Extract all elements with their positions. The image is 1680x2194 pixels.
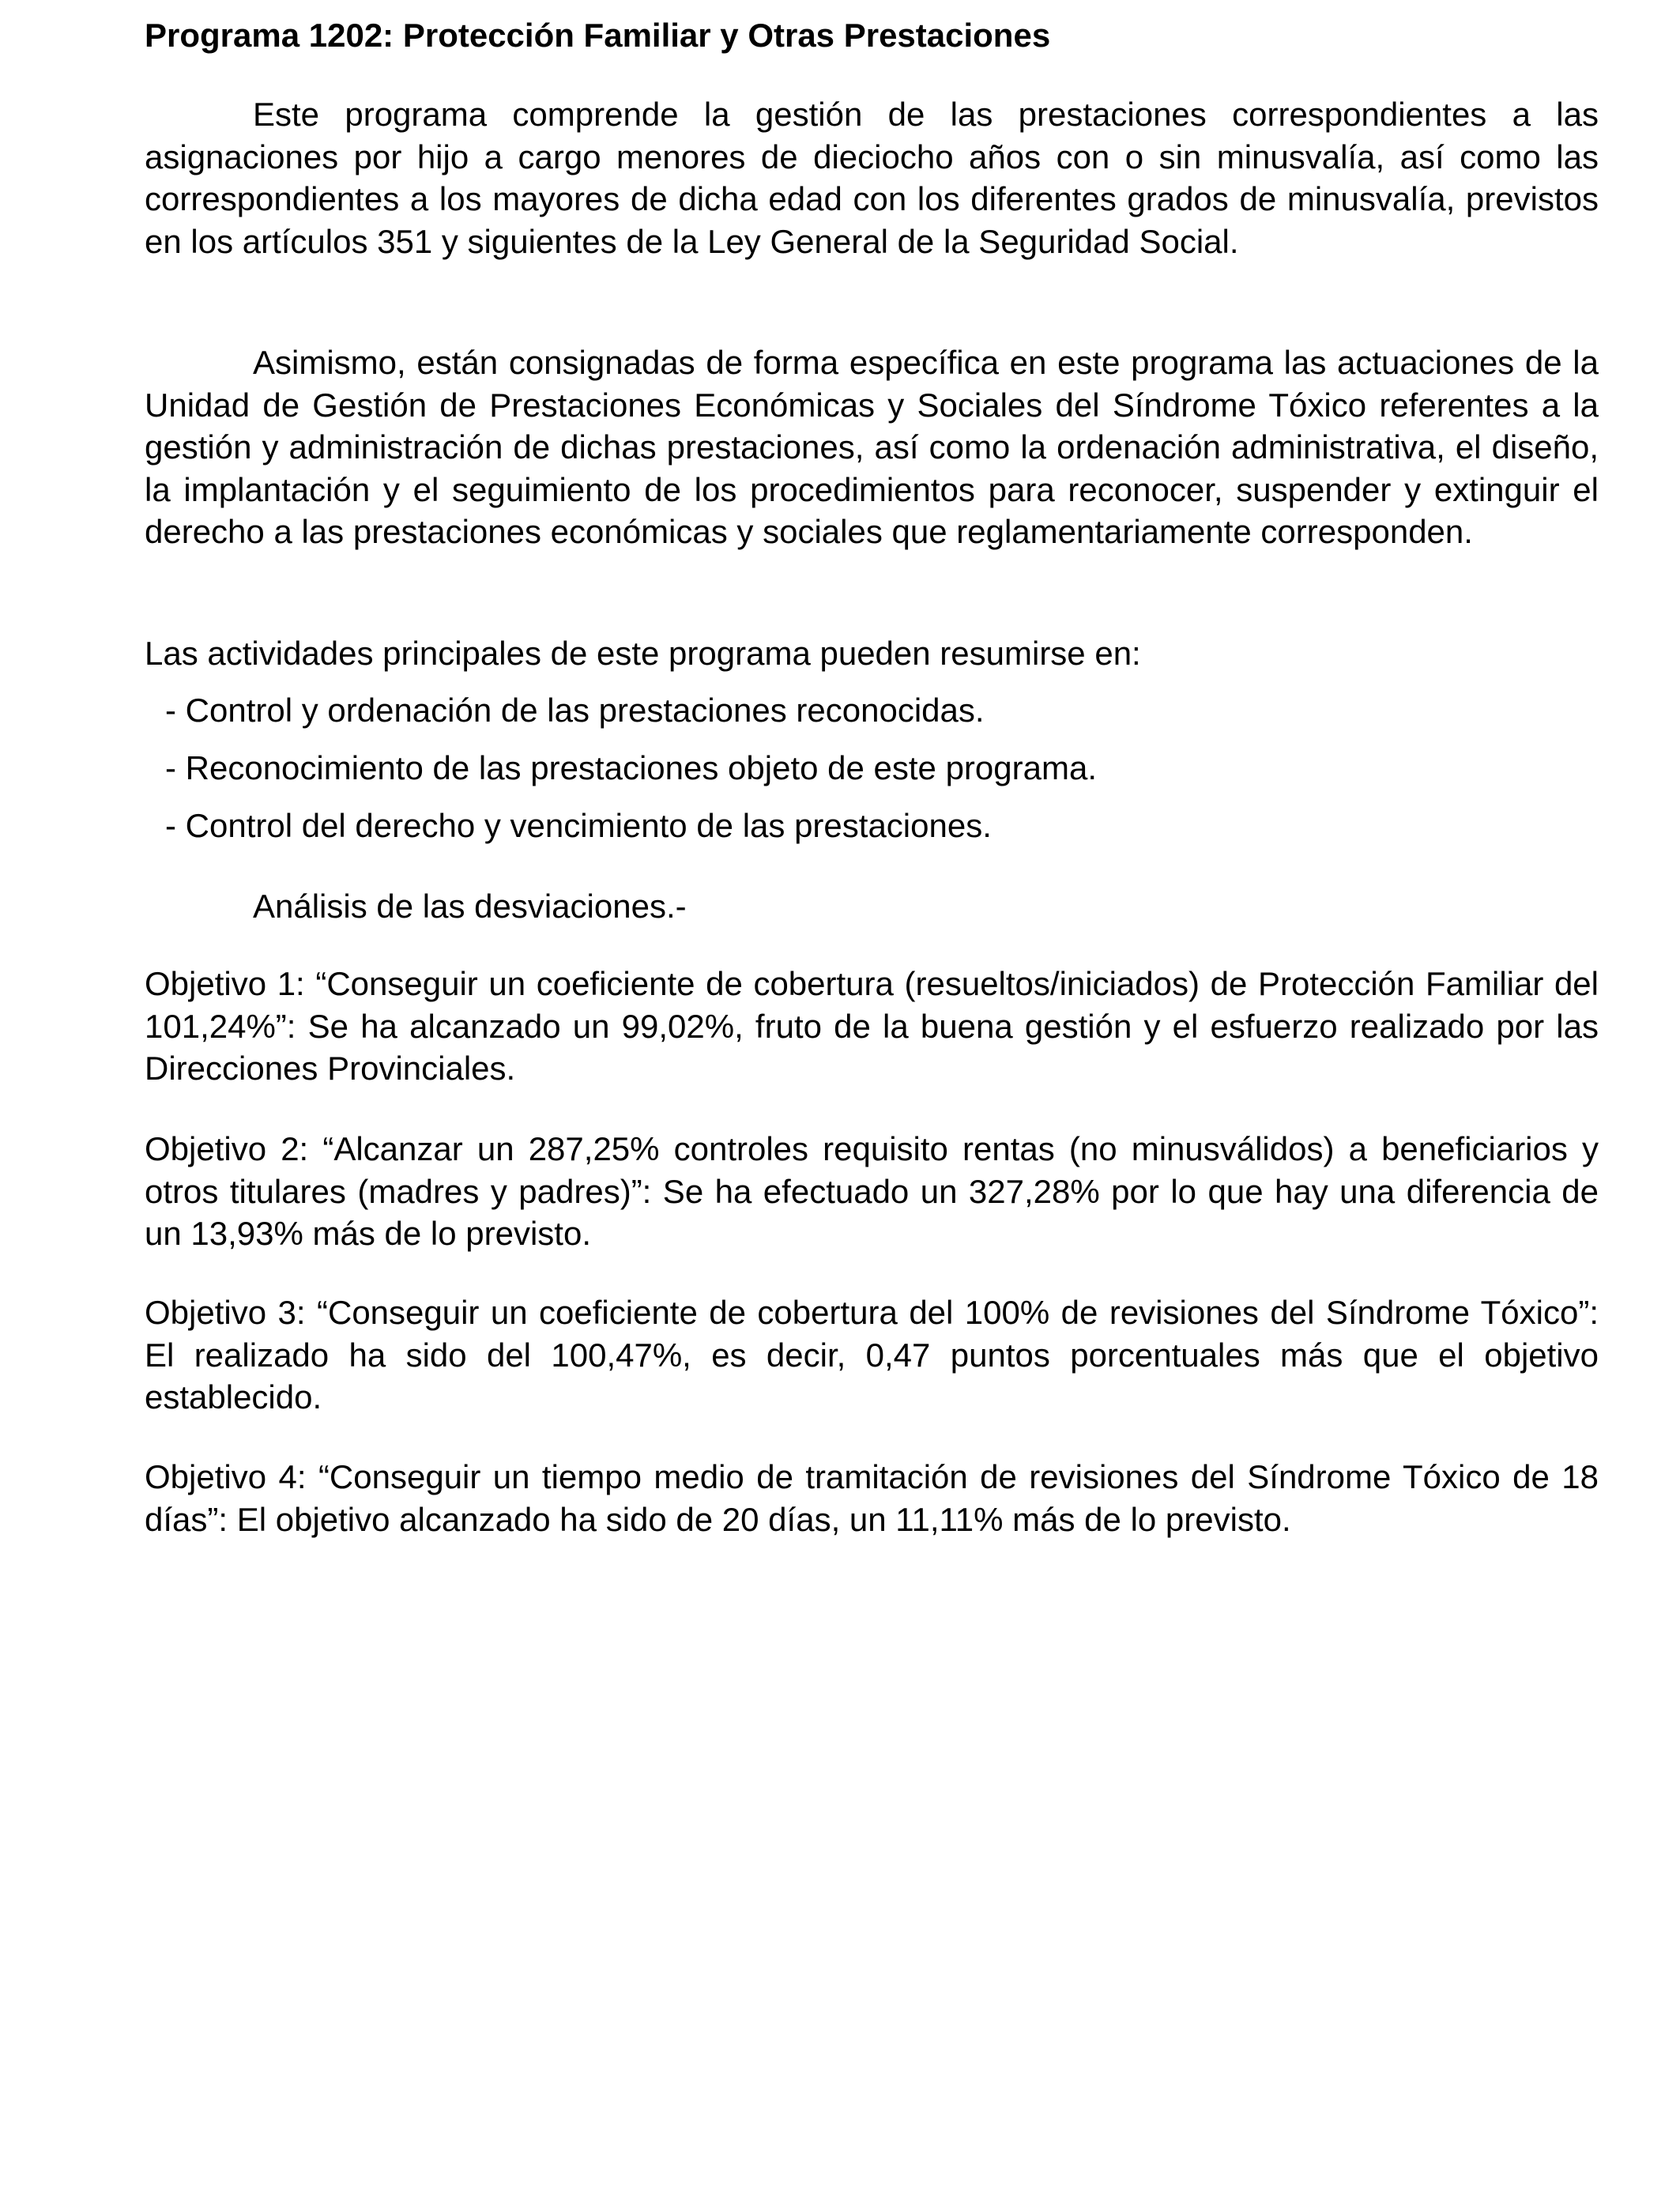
- objective-paragraph: Objetivo 3: “Conseguir un coeficiente de cobertura del 100% de revisiones del Síndrome Tóxico”: El realizado ha sido del 100,47%, es decir, 0,47 puntos porcentuales más que el objetivo establecido.: [145, 1294, 1599, 1416]
- analysis-heading: Análisis de las desviaciones.-: [253, 888, 687, 925]
- activity-item: - Control y ordenación de las prestaciones reconocidas.: [165, 692, 985, 729]
- document-title: Programa 1202: Protección Familiar y Otras Prestaciones: [145, 17, 1051, 54]
- activity-item: - Control del derecho y vencimiento de las prestaciones.: [165, 807, 992, 844]
- objective-paragraph: Objetivo 4: “Conseguir un tiempo medio de tramitación de revisiones del Síndrome Tóxico de 18 días”: El objetivo alcanzado ha sido de 20 días, un 11,11% más de lo previsto.: [145, 1458, 1599, 1538]
- objective-paragraph: Objetivo 1: “Conseguir un coeficiente de cobertura (resueltos/iniciados) de Protección Familiar del 101,24%”: Se ha alcanzado un 99,02%, fruto de la buena gestión y el esfuerzo realizado por las Direcciones Provinciales.: [145, 965, 1599, 1087]
- activities-intro: Las actividades principales de este programa pueden resumirse en:: [145, 635, 1141, 672]
- activity-item: - Reconocimiento de las prestaciones objeto de este programa.: [165, 749, 1097, 786]
- objective-paragraph: Objetivo 2: “Alcanzar un 287,25% controles requisito rentas (no minusválidos) a beneficiarios y otros titulares (madres y padres)”: Se ha efectuado un 327,28% por lo que hay una diferencia de un 13,93% más de lo previsto.: [145, 1130, 1599, 1252]
- second-paragraph: Asimismo, están consignadas de forma específica en este programa las actuaciones de la Unidad de Gestión de Prestaciones Económicas y Sociales del Síndrome Tóxico referentes a la gestión y administración de dichas prestaciones, así como la ordenación administrativa, el diseño, la implantación y el seguimiento de los procedimientos para reconocer, suspender y extinguir el derecho a las prestaciones económicas y sociales que reglamentariamente corresponden.: [145, 344, 1599, 550]
- intro-paragraph: Este programa comprende la gestión de las prestaciones correspondientes a las asignaciones por hijo a cargo menores de dieciocho años con o sin minusvalía, así como las correspondientes a los mayores de dicha edad con los diferentes grados de minusvalía, previstos en los artículos 351 y siguientes de la Ley General de la Seguridad Social.: [145, 96, 1599, 260]
